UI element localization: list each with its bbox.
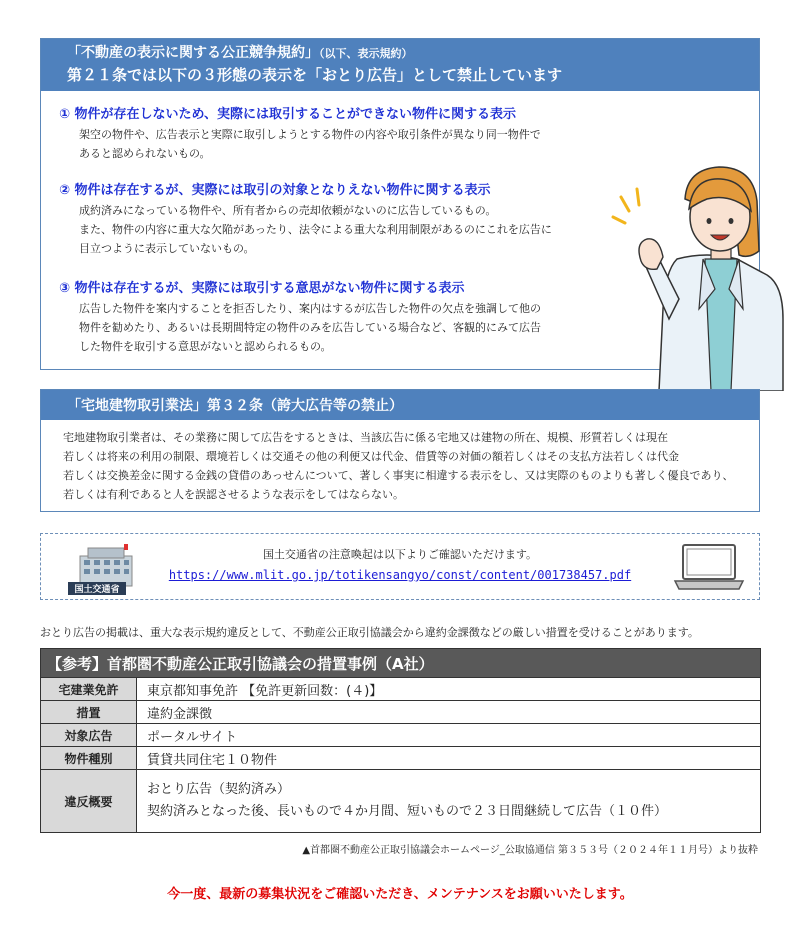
mlit-notice-box <box>40 533 760 600</box>
section1-title-note: （以下、表示規約） <box>319 47 413 60</box>
section1-header <box>41 39 759 91</box>
laptop-icon <box>673 541 745 593</box>
rule-item-desc: 広告した物件を案内することを拒否したり、案内はするが広告した物件の欠点を強調して他の 物件を勧めたり、あるいは長期間特定の物件のみを広告している場合など、客観的にみて広告 した物件を取引する意思がないと認められるもの。 <box>79 302 541 353</box>
mlit-pdf-link[interactable]: https://www.mlit.go.jp/totikensangyo/const/content/001738457.pdf <box>168 568 632 582</box>
section1-title-line2: 第２１条では以下の３形態の表示を「おとり広告」として禁止しています <box>67 66 563 84</box>
rule-item-desc: 架空の物件や、広告表示と実際に取引しようとする物件の内容や取引条件が異なり同一物件で あると認められないもの。 <box>79 128 541 160</box>
section2-body: 宅地建物取引業者は、その業務に関して広告をするときは、当該広告に係る宅地又は建物の所在、規模、形質若しくは現在 若しくは将来の利用の制限、環境若しくは交通その他の利便又は代金、借賃等の対価の額若しくはその支払方法若しくは代金 若しくは交換差金に関する金銭の貸借のあっせんについて、著しく事実に相違する表示をし、又は実際のものよりも著しく優良であり、 若しくは有利であると人を誤認させるような表示をしてはならない。 <box>63 431 734 501</box>
table-row: 違反概要 おとり広告（契約済み） 契約済みとなった後、長いもので４か月間、短いもので２３日間継続して広告（１０件） <box>41 770 761 833</box>
svg-text:国土交通省: 国土交通省 <box>74 585 120 595</box>
rule-item-title: ② 物件は存在するが、実際には取引の対象となりえない物件に関する表示 <box>59 183 491 198</box>
penalty-note: おとり広告の掲載は、重大な表示規約違反として、不動産公正取引協議会から違約金課徴などの厳しい措置を受けることがあります。 <box>40 626 699 639</box>
takken-law-section <box>40 389 760 512</box>
rule-item-1 <box>59 105 541 163</box>
rule-item-3 <box>59 279 541 356</box>
table-row: 措置 違約金課徴 <box>41 701 761 724</box>
section2-title: 「宅地建物取引業法」第３２条（誇大広告等の禁止） <box>41 390 759 420</box>
rule-item-desc: 成約済みになっている物件や、所有者からの売却依頼がないのに広告しているもの。 また、物件の内容に重大な欠陥があったり、法令による重大な利用制限があるのにこれを広告に 目立つように表示していないもの。 <box>79 204 552 255</box>
closing-message: 今一度、最新の募集状況をご確認いただき、メンテナンスをお願いいたします。 <box>167 887 633 902</box>
case-table-header: 【参考】首都圏不動産公正取引協議会の措置事例（A社） <box>41 649 761 678</box>
rule-item-title: ③ 物件は存在するが、実際には取引する意思がない物件に関する表示 <box>59 281 465 296</box>
woman-presenting-illustration <box>607 159 797 391</box>
outori-ad-rules-section <box>40 38 760 370</box>
rule-item-title: ① 物件が存在しないため、実際には取引することができない物件に関する表示 <box>59 107 517 122</box>
table-row: 物件種別 賃貸共同住宅１０物件 <box>41 747 761 770</box>
section1-title-line1: 「不動産の表示に関する公正競争規約」（以下、表示規約） <box>67 45 413 61</box>
table-row: 宅建業免許 東京都知事免許 【免許更新回数：(４)】 <box>41 678 761 701</box>
table-row: 対象広告 ポータルサイト <box>41 724 761 747</box>
rule-item-2 <box>59 181 552 258</box>
source-citation: ▲首都圏不動産公正取引協議会ホームページ_公取協通信 第３５３号（２０２４年１１月号）より抜粋 <box>302 845 758 856</box>
case-table <box>40 648 761 833</box>
mlit-notice-text: 国土交通省の注意喚起は以下よりご確認いただけます。 https://www.mlit.go.jp/totikensangyo/const/content/001738457.pdf <box>168 548 632 582</box>
